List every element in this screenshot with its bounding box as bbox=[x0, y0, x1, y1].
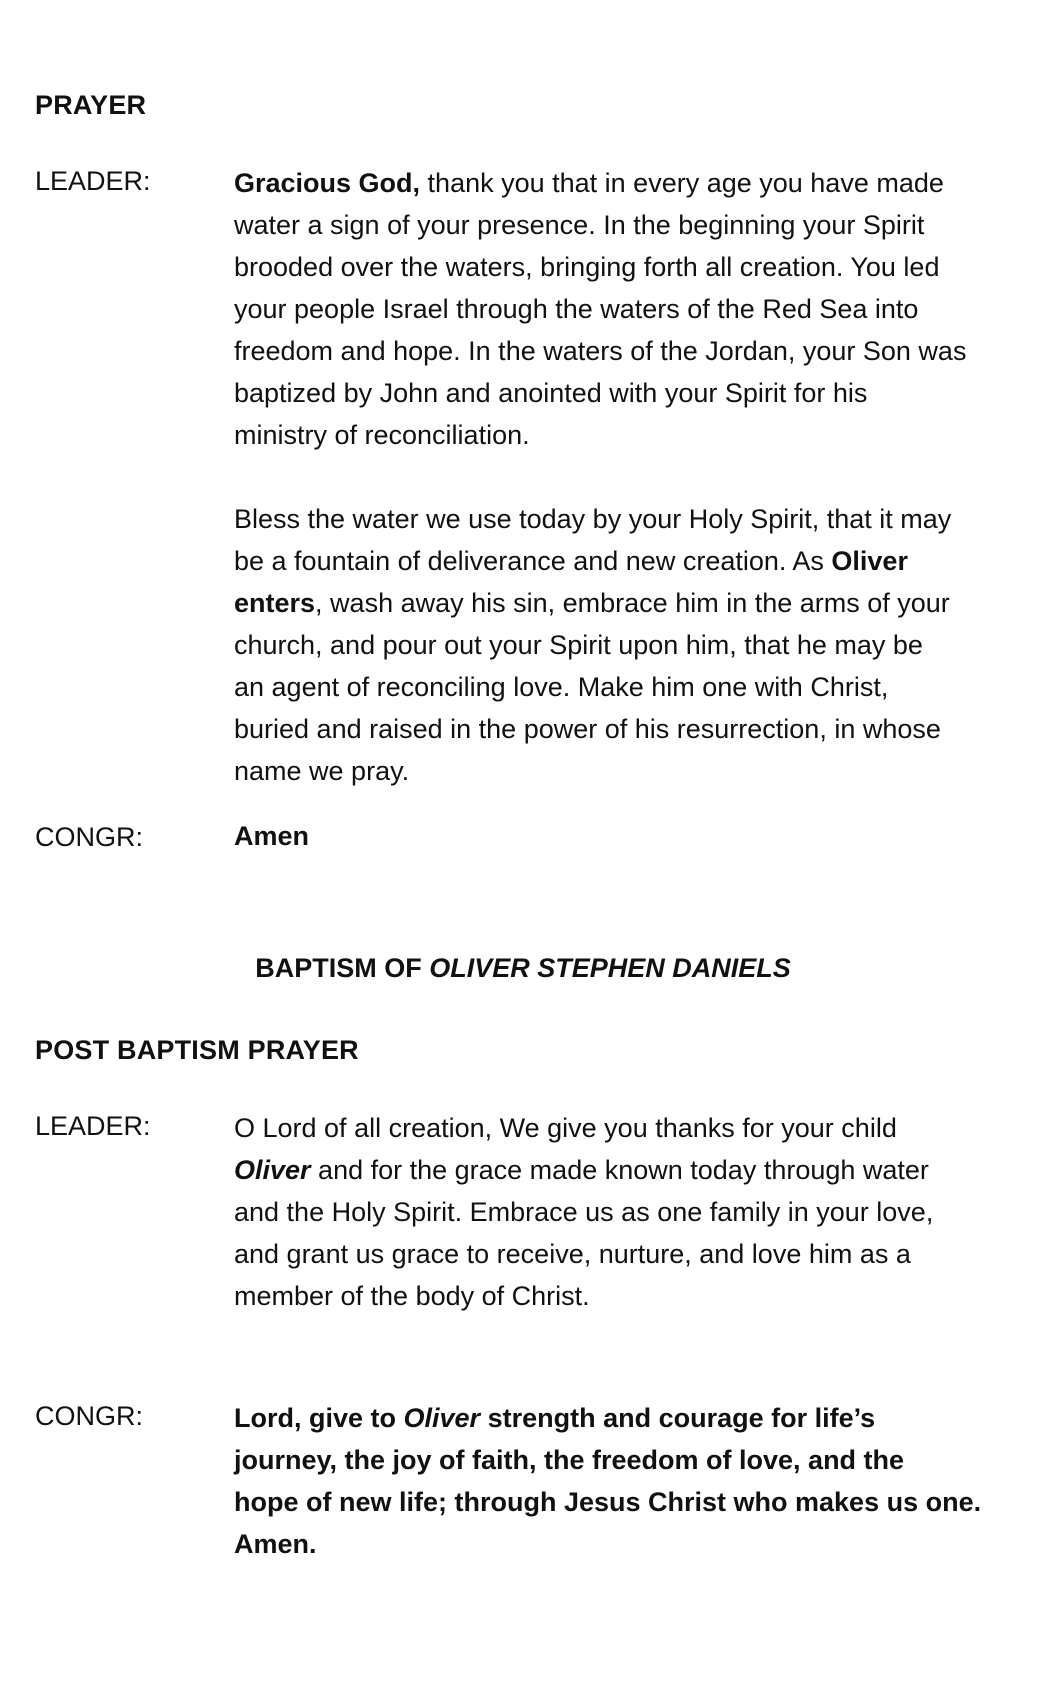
prayer-paragraph-2 bbox=[234, 498, 1024, 792]
prayer-line: freedom and hope. In the waters of the Jordan, your Son was bbox=[234, 336, 967, 366]
prayer-line bbox=[234, 540, 1024, 582]
post-baptism-heading: POST BAPTISM PRAYER bbox=[35, 1035, 359, 1065]
baptism-title-name: OLIVER STEPHEN DANIELS bbox=[429, 953, 791, 983]
post-prayer-line-rest: and for the grace made known today through water bbox=[310, 1155, 929, 1185]
leader-label: LEADER: bbox=[35, 166, 151, 196]
prayer-line: buried and raised in the power of his resurrection, in whose bbox=[234, 714, 941, 744]
post-prayer-line: member of the body of Christ. bbox=[234, 1281, 590, 1311]
prayer-line: an agent of reconciling love. Make him one with Christ, bbox=[234, 672, 889, 702]
post-prayer-paragraph bbox=[234, 1107, 1024, 1317]
prayer-line-text: be a fountain of deliverance and new creation. As bbox=[234, 546, 832, 576]
prayer-line: church, and pour out your Spirit upon him, that he may be bbox=[234, 630, 923, 660]
prayer-address: Gracious God, bbox=[234, 168, 421, 198]
leader-label: LEADER: bbox=[35, 1111, 151, 1141]
post-prayer-line: and grant us grace to receive, nurture, and love him as a bbox=[234, 1239, 911, 1269]
baptism-title bbox=[0, 953, 1046, 984]
enters-word: enters bbox=[234, 588, 316, 618]
prayer-line: baptized by John and anointed with your Spirit for his bbox=[234, 378, 868, 408]
prayer-line-rest: thank you that in every age you have made bbox=[420, 168, 944, 198]
post-prayer-line: and the Holy Spirit. Embrace us as one family in your love, bbox=[234, 1197, 934, 1227]
child-name: Oliver bbox=[403, 1403, 481, 1433]
congr-response: Amen bbox=[234, 821, 310, 851]
prayer-line: brooded over the waters, bringing forth all creation. You led bbox=[234, 252, 940, 282]
child-name: Oliver bbox=[234, 1155, 311, 1185]
child-name: Oliver bbox=[831, 546, 908, 576]
post-prayer-line bbox=[234, 1149, 1024, 1191]
baptism-title-prefix: BAPTISM OF bbox=[255, 953, 430, 983]
congr-line: journey, the joy of faith, the freedom of love, and the bbox=[234, 1445, 905, 1475]
congr-line: Amen. bbox=[234, 1529, 317, 1559]
post-prayer-line: O Lord of all creation, We give you thanks for your child bbox=[234, 1113, 897, 1143]
prayer-line: name we pray. bbox=[234, 756, 410, 786]
prayer-line-rest: , wash away his sin, embrace him in the arms of your bbox=[315, 588, 950, 618]
congr-line-rest: strength and courage for life’s bbox=[480, 1403, 876, 1433]
prayer-paragraph-1 bbox=[234, 162, 1024, 456]
congr-label: CONGR: bbox=[35, 1401, 143, 1431]
prayer-line: water a sign of your presence. In the beginning your Spirit bbox=[234, 210, 925, 240]
congr-response-paragraph bbox=[234, 1397, 1024, 1565]
prayer-line: Bless the water we use today by your Holy Spirit, that it may bbox=[234, 504, 952, 534]
congr-line: hope of new life; through Jesus Christ who makes us one. bbox=[234, 1487, 982, 1517]
prayer-line: your people Israel through the waters of the Red Sea into bbox=[234, 294, 919, 324]
prayer-line: ministry of reconciliation. bbox=[234, 420, 530, 450]
prayer-line bbox=[234, 582, 1024, 624]
congr-line bbox=[234, 1397, 1024, 1439]
prayer-line bbox=[234, 162, 1024, 204]
congr-line-text: Lord, give to bbox=[234, 1403, 404, 1433]
prayer-heading: PRAYER bbox=[35, 90, 147, 120]
congr-label: CONGR: bbox=[35, 822, 143, 852]
